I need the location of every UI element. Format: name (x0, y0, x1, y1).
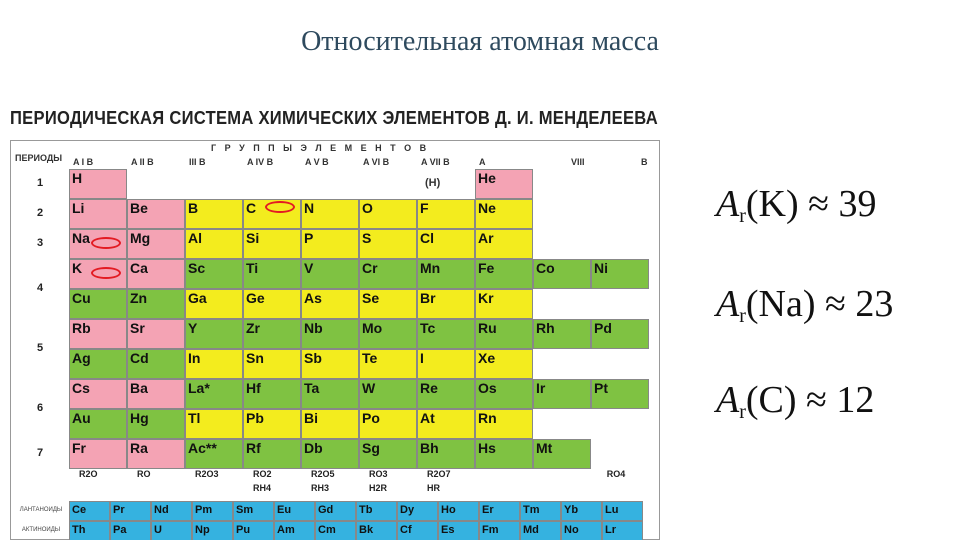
element-symbol: Ag (72, 350, 91, 366)
element-symbol: Rf (246, 440, 261, 456)
period-label: 6 (36, 402, 44, 414)
actinide-cell (520, 521, 561, 540)
oxide-formula: RO (137, 469, 151, 479)
element-cell (591, 379, 649, 409)
element-cell (359, 259, 417, 289)
actinides-label: АКТИНОИДЫ (21, 527, 61, 533)
element-cell (475, 259, 533, 289)
element-symbol: Np (195, 524, 210, 536)
element-symbol: Dy (400, 504, 415, 516)
element-symbol: Te (362, 350, 378, 366)
element-symbol: As (304, 290, 322, 306)
element-symbol: Ti (246, 260, 259, 276)
element-cell (475, 199, 533, 229)
element-cell (69, 439, 127, 469)
highlight-potassium (91, 267, 121, 279)
element-cell (475, 319, 533, 349)
period-label: 2 (36, 207, 44, 219)
element-symbol: Bi (304, 410, 318, 426)
group-header: VIII (571, 157, 585, 167)
element-symbol: Md (523, 524, 539, 536)
element-cell (359, 349, 417, 379)
lanthanide-cell (561, 501, 602, 521)
element-cell (475, 289, 533, 319)
element-cell (127, 259, 185, 289)
lanthanide-cell (192, 501, 233, 521)
equation-text: (Na) ≈ 23 (745, 283, 894, 325)
equation-text: (C) ≈ 12 (745, 379, 875, 421)
element-cell (127, 319, 185, 349)
actinide-cell (274, 521, 315, 540)
element-symbol: La* (188, 380, 210, 396)
element-cell (359, 199, 417, 229)
element-symbol: Bh (420, 440, 439, 456)
actinide-cell (315, 521, 356, 540)
element-symbol: Au (72, 410, 91, 426)
element-symbol: Ta (304, 380, 320, 396)
element-cell (475, 379, 533, 409)
element-cell (301, 379, 359, 409)
lanthanide-cell (69, 501, 110, 521)
element-cell (301, 289, 359, 319)
element-cell (243, 229, 301, 259)
element-cell (127, 289, 185, 319)
element-cell (417, 409, 475, 439)
element-cell (243, 349, 301, 379)
lanthanide-cell (315, 501, 356, 521)
element-symbol: Si (246, 230, 260, 246)
element-symbol: Ra (130, 440, 148, 456)
element-symbol: Al (188, 230, 202, 246)
element-symbol: Pr (113, 504, 125, 516)
element-symbol: Mt (536, 440, 553, 456)
actinide-cell (151, 521, 192, 540)
element-symbol: Nb (304, 320, 323, 336)
element-cell (127, 379, 185, 409)
highlight-carbon (265, 201, 295, 213)
element-cell (359, 289, 417, 319)
element-cell (127, 229, 185, 259)
element-symbol: Lu (605, 504, 619, 516)
element-symbol: W (362, 380, 376, 396)
element-cell (185, 199, 243, 229)
oxide-formula: R2O5 (311, 469, 335, 479)
element-symbol: In (188, 350, 201, 366)
period-label: 4 (36, 282, 44, 294)
groups-header: Г Р У П П Ы Э Л Е М Е Н Т О В (211, 143, 430, 153)
element-symbol: Y (188, 320, 198, 336)
group-header: A V B (305, 157, 329, 167)
element-symbol: Ge (246, 290, 265, 306)
element-cell (417, 229, 475, 259)
element-cell (243, 409, 301, 439)
lanthanide-cell (438, 501, 479, 521)
element-cell (243, 259, 301, 289)
element-cell (417, 349, 475, 379)
element-symbol: Sg (362, 440, 380, 456)
element-symbol: No (564, 524, 579, 536)
element-symbol: Hs (478, 440, 496, 456)
element-symbol: Gd (318, 504, 334, 516)
element-symbol: Pa (113, 524, 127, 536)
element-cell (185, 379, 243, 409)
element-cell (69, 289, 127, 319)
element-symbol: B (188, 200, 199, 216)
group-header: A II B (131, 157, 154, 167)
element-cell (301, 229, 359, 259)
element-cell (185, 439, 243, 469)
actinide-cell (192, 521, 233, 540)
hydride-formula: H2R (369, 483, 388, 493)
element-cell (127, 349, 185, 379)
element-symbol: Sc (188, 260, 206, 276)
element-cell (359, 379, 417, 409)
periods-header: ПЕРИОДЫ (15, 153, 63, 163)
element-symbol: U (154, 524, 162, 536)
equation-symbol: A (716, 379, 740, 421)
actinide-cell (438, 521, 479, 540)
oxide-formula: RO3 (369, 469, 388, 479)
element-symbol: Hf (246, 380, 261, 396)
element-cell (69, 379, 127, 409)
group-header: A I B (73, 157, 94, 167)
equation-text: (K) ≈ 39 (745, 183, 877, 225)
equation-symbol: A (716, 183, 740, 225)
hydride-formula: HR (427, 483, 440, 493)
element-symbol: Pu (236, 524, 251, 536)
element-cell (417, 259, 475, 289)
element-symbol: Er (482, 504, 494, 516)
element-symbol: Sn (246, 350, 264, 366)
element-symbol: Po (362, 410, 380, 426)
group-header: III B (189, 157, 206, 167)
equation-carbon (716, 378, 874, 424)
element-cell (127, 439, 185, 469)
group-header: A VI B (363, 157, 390, 167)
element-symbol: Nd (154, 504, 169, 516)
element-cell (475, 169, 533, 199)
element-symbol: Mo (362, 320, 383, 336)
oxide-formula: RO4 (606, 469, 626, 479)
actinide-cell (561, 521, 602, 540)
element-symbol: Tm (523, 504, 540, 516)
lanthanide-cell (110, 501, 151, 521)
actinide-cell (479, 521, 520, 540)
element-cell (417, 439, 475, 469)
element-symbol: V (304, 260, 314, 276)
element-cell (533, 319, 591, 349)
element-symbol: S (362, 230, 372, 246)
element-symbol: Cu (72, 290, 91, 306)
element-symbol: Yb (564, 504, 579, 516)
element-symbol: Rb (72, 320, 91, 336)
element-symbol: Rn (478, 410, 497, 426)
element-cell (417, 319, 475, 349)
actinide-cell (602, 521, 643, 540)
group-header: A IV B (247, 157, 274, 167)
equation-subscript: r (739, 305, 746, 327)
element-symbol: H (72, 170, 83, 186)
element-symbol: Fr (72, 440, 86, 456)
oxide-formula: RO2 (253, 469, 272, 479)
element-cell (185, 259, 243, 289)
element-symbol: P (304, 230, 314, 246)
element-symbol: Re (420, 380, 438, 396)
element-symbol: Pt (594, 380, 608, 396)
element-symbol: Xe (478, 350, 496, 366)
element-cell (185, 409, 243, 439)
element-symbol: Na (72, 230, 90, 246)
element-symbol: Ho (441, 504, 456, 516)
element-cell (533, 379, 591, 409)
element-symbol: Se (362, 290, 380, 306)
element-symbol: Eu (277, 504, 292, 516)
period-label: 5 (36, 342, 44, 354)
element-cell (243, 379, 301, 409)
lanthanide-cell (479, 501, 520, 521)
element-cell (127, 199, 185, 229)
element-symbol: Ru (478, 320, 497, 336)
element-symbol: Ce (72, 504, 87, 516)
element-cell (591, 319, 649, 349)
period-label: 7 (36, 447, 44, 459)
oxide-formula: R2O7 (427, 469, 451, 479)
element-cell (301, 199, 359, 229)
element-symbol: At (420, 410, 435, 426)
lanthanide-cell (520, 501, 561, 521)
element-cell (359, 439, 417, 469)
element-cell (69, 319, 127, 349)
element-symbol: Be (130, 200, 148, 216)
element-cell (243, 319, 301, 349)
element-symbol: Mn (420, 260, 441, 276)
hydrogen-note: (H) (425, 177, 441, 189)
element-symbol: Ca (130, 260, 148, 276)
element-symbol: Th (72, 524, 86, 536)
group-header: B (641, 157, 648, 167)
element-symbol: Mg (130, 230, 151, 246)
periodic-table-grid (10, 140, 660, 540)
element-cell (69, 409, 127, 439)
periodic-table-image (10, 108, 660, 540)
element-cell (301, 319, 359, 349)
element-symbol: Pb (246, 410, 264, 426)
oxide-formula: R2O3 (195, 469, 219, 479)
element-cell (417, 199, 475, 229)
element-symbol: Cs (72, 380, 90, 396)
lanthanide-cell (602, 501, 643, 521)
equation-symbol: A (716, 283, 740, 325)
element-symbol: Lr (605, 524, 616, 536)
element-symbol: Cr (362, 260, 378, 276)
element-symbol: Sb (304, 350, 322, 366)
element-symbol: Co (536, 260, 555, 276)
element-symbol: Kr (478, 290, 494, 306)
actinide-cell (233, 521, 274, 540)
element-symbol: Ga (188, 290, 207, 306)
element-cell (301, 259, 359, 289)
element-symbol: Sm (236, 504, 254, 516)
lanthanide-cell (274, 501, 315, 521)
element-cell (417, 379, 475, 409)
element-symbol: Ar (478, 230, 494, 246)
element-cell (475, 229, 533, 259)
actinide-cell (397, 521, 438, 540)
element-cell (185, 229, 243, 259)
element-cell (475, 439, 533, 469)
element-symbol: Tc (420, 320, 436, 336)
element-cell (591, 259, 649, 289)
oxide-formula: R2O (79, 469, 98, 479)
period-label: 3 (36, 237, 44, 249)
lanthanide-cell (397, 501, 438, 521)
element-symbol: Hg (130, 410, 149, 426)
element-cell (475, 349, 533, 379)
element-symbol: Sr (130, 320, 145, 336)
element-cell (185, 349, 243, 379)
element-symbol: Fe (478, 260, 495, 276)
element-symbol: Db (304, 440, 323, 456)
highlight-sodium (91, 237, 121, 249)
element-symbol: Ni (594, 260, 608, 276)
element-symbol: Pm (195, 504, 213, 516)
element-symbol: Ir (536, 380, 546, 396)
lanthanide-cell (233, 501, 274, 521)
element-symbol: Ne (478, 200, 496, 216)
element-symbol: N (304, 200, 315, 216)
element-cell (69, 349, 127, 379)
element-symbol: Cm (318, 524, 336, 536)
element-symbol: Tl (188, 410, 201, 426)
element-cell (127, 409, 185, 439)
element-cell (301, 349, 359, 379)
element-cell (533, 439, 591, 469)
element-cell (185, 289, 243, 319)
element-cell (359, 409, 417, 439)
group-header: A VII B (421, 157, 450, 167)
lanthanide-cell (356, 501, 397, 521)
hydride-formula: RH3 (311, 483, 330, 493)
element-symbol: O (362, 200, 373, 216)
element-symbol: Rh (536, 320, 555, 336)
actinide-cell (69, 521, 110, 540)
element-cell (417, 289, 475, 319)
element-symbol: K (72, 260, 83, 276)
element-symbol: Ba (130, 380, 148, 396)
lanthanide-cell (151, 501, 192, 521)
actinide-cell (356, 521, 397, 540)
hydride-formula: RH4 (253, 483, 272, 493)
equation-subscript: r (739, 401, 746, 423)
element-symbol: Cd (130, 350, 149, 366)
element-symbol: Tb (359, 504, 373, 516)
actinide-cell (110, 521, 151, 540)
element-cell (359, 319, 417, 349)
equation-potassium (716, 182, 877, 228)
element-cell (301, 409, 359, 439)
element-symbol: Li (72, 200, 85, 216)
element-cell (301, 439, 359, 469)
element-symbol: I (420, 350, 424, 366)
group-header: A (479, 157, 486, 167)
element-cell (243, 439, 301, 469)
element-symbol: He (478, 170, 496, 186)
element-symbol: Fm (482, 524, 499, 536)
element-symbol: Am (277, 524, 295, 536)
element-symbol: Pd (594, 320, 612, 336)
element-cell (69, 169, 127, 199)
periodic-table-title: ПЕРИОДИЧЕСКАЯ СИСТЕМА ХИМИЧЕСКИХ ЭЛЕМЕНТОВ Д. И. МЕНДЕЛЕЕВА (10, 108, 658, 128)
element-symbol: Br (420, 290, 436, 306)
element-symbol: Cf (400, 524, 412, 536)
element-cell (243, 289, 301, 319)
element-cell (533, 259, 591, 289)
element-cell (69, 199, 127, 229)
element-cell (185, 319, 243, 349)
element-symbol: Zn (130, 290, 148, 306)
period-label: 1 (36, 177, 44, 189)
element-symbol: Bk (359, 524, 374, 536)
element-symbol: Zr (246, 320, 260, 336)
equation-subscript: r (739, 205, 746, 227)
element-symbol: Ac** (188, 440, 217, 456)
slide-title: Относительная атомная масса (301, 26, 659, 57)
element-symbol: Cl (420, 230, 434, 246)
element-symbol: Es (441, 524, 455, 536)
element-cell (475, 409, 533, 439)
element-symbol: Os (478, 380, 497, 396)
element-cell (359, 229, 417, 259)
element-symbol: C (246, 200, 257, 216)
element-symbol: F (420, 200, 429, 216)
lanthanides-label: ЛАНТАНОИДЫ (19, 507, 63, 513)
equation-sodium (716, 282, 893, 328)
